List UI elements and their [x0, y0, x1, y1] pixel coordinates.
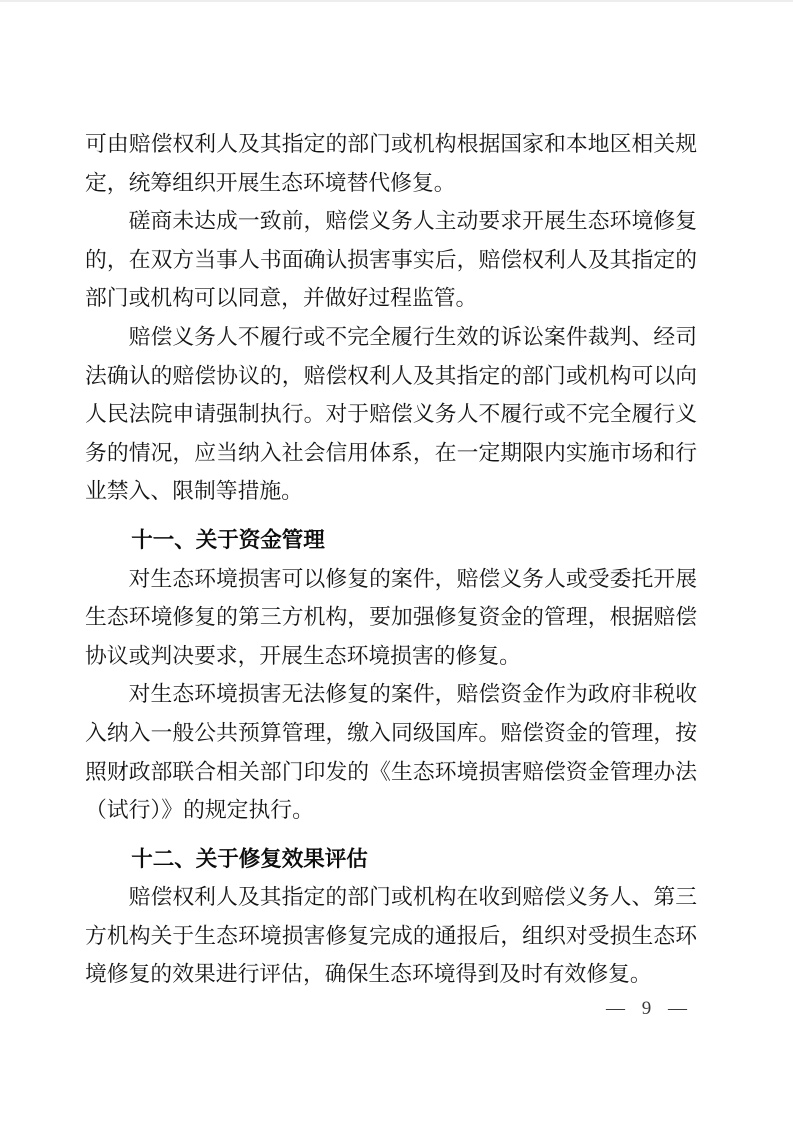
page-footer — [0, 998, 793, 1020]
body-paragraph: 对生态环境损害可以修复的案件，赔偿义务人或受委托开展生态环境修复的第三方机构，要加强修复资金的管理，根据赔偿协议或判决要求，开展生态环境损害的修复。 — [85, 566, 697, 668]
body-paragraph: 对生态环境损害无法修复的案件，赔偿资金作为政府非税收入纳入一般公共预算管理，缴入同级国库。赔偿资金的管理，按照财政部联合相关部门印发的《生态环境损害赔偿资金管理办法（试行）》的规定执行。 — [85, 682, 697, 823]
body-paragraph: 可由赔偿权利人及其指定的部门或机构根据国家和本地区相关规定，统筹组织开展生态环境替代修复。 — [85, 132, 697, 195]
body-paragraph: 赔偿权利人及其指定的部门或机构在收到赔偿义务人、第三方机构关于生态环境损害修复完成的通报后，组织对受损生态环境修复的效果进行评估，确保生态环境得到及时有效修复。 — [85, 885, 697, 987]
section-heading: 十二、关于修复效果评估 — [131, 846, 368, 871]
document-body — [85, 125, 697, 994]
body-paragraph: 磋商未达成一致前，赔偿义务人主动要求开展生态环境修复的，在双方当事人书面确认损害事实后，赔偿权利人及其指定的部门或机构可以同意，并做好过程监管。 — [85, 209, 697, 311]
body-paragraph: 赔偿义务人不履行或不完全履行生效的诉讼案件裁判、经司法确认的赔偿协议的，赔偿权利人及其指定的部门或机构可以向人民法院申请强制执行。对于赔偿义务人不履行或不完全履行义务的情况，应当纳入社会信用体系，在一定期限内实施市场和行业禁入、限制等措施。 — [85, 324, 697, 504]
section-heading: 十一、关于资金管理 — [131, 527, 325, 552]
page-number: — 9 — — [606, 998, 693, 1019]
